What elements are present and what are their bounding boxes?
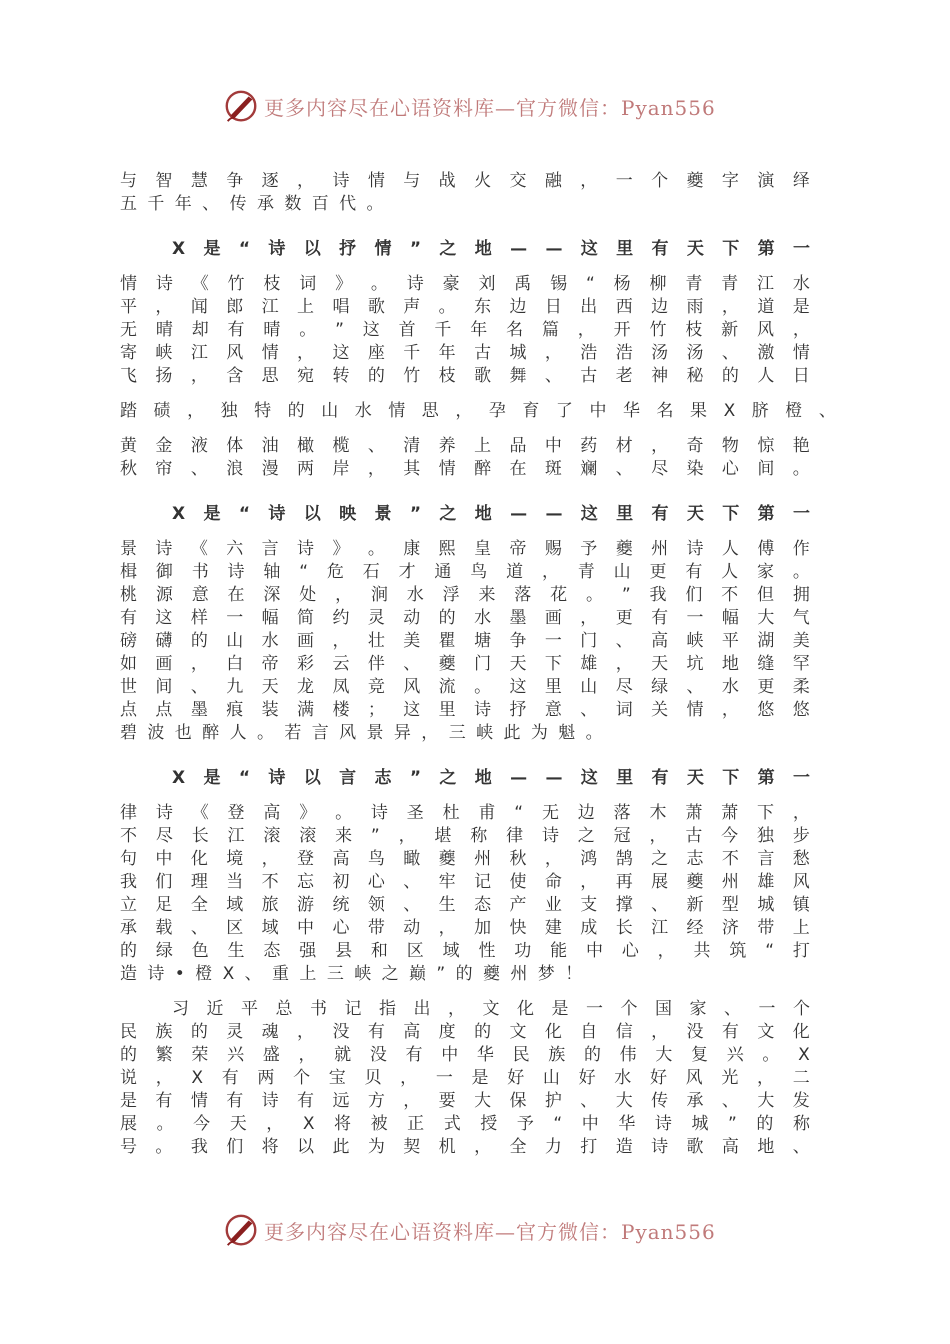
text-line: 黄 金 液 体 油 橄 榄 、 清 养 上 品 中 药 材 ， 奇 物 惊 艳 (120, 436, 810, 456)
text-line: 五 千 年 、 传 承 数 百 代 。 (120, 194, 384, 214)
text-line: 秋 帘 、 浪 漫 两 岸 ， 其 情 醉 在 斑 斓 、 尽 染 心 间 。 (120, 459, 810, 479)
text-line: 的 繁 荣 兴 盛 ， 就 没 有 中 华 民 族 的 伟 大 复 兴 。 X (120, 1045, 810, 1065)
text-line: 碧 波 也 醉 人 。 若 言 风 景 异 ， 三 峡 此 为 魁 。 (120, 723, 603, 743)
text-line: 不 尽 长 江 滚 滚 来 ” ， 堪 称 律 诗 之 冠 ， 古 今 独 步 (120, 826, 810, 846)
text-line: 承 载 、 区 域 中 心 带 动 ， 加 快 建 成 长 江 经 济 带 上 (120, 918, 810, 938)
text-line: 号 。 我 们 将 以 此 为 契 机 ， 全 力 打 造 诗 歌 高 地 、 (120, 1137, 810, 1157)
text-line: 景 诗 《 六 言 诗 》 。 康 熙 皇 帝 赐 予 夔 州 诗 人 傅 作 (120, 539, 810, 559)
text-line: 与 智 慧 争 逐 ， 诗 情 与 战 火 交 融 ， 一 个 夔 字 演 绎 (120, 171, 810, 191)
section-heading: X 是 “ 诗 以 抒 情 ” 之 地 — — 这 里 有 天 下 第 一 (172, 239, 810, 259)
banner-text: 更多内容尽在心语资料库—官方微信：Pyan556 (264, 1219, 716, 1244)
text-line: 习 近 平 总 书 记 指 出 ， 文 化 是 一 个 国 家 、 一 个 (172, 999, 810, 1019)
section-heading: X 是 “ 诗 以 言 志 ” 之 地 — — 这 里 有 天 下 第 一 (172, 768, 810, 788)
pen-logo-icon (222, 1211, 260, 1249)
text-line: 楫 御 书 诗 轴 “ 危 石 才 通 鸟 道 ， 青 山 更 有 人 家 。 (120, 562, 810, 582)
text-line: 世 间 、 九 天 龙 凤 竞 风 流 。 这 里 山 尽 绿 、 水 更 柔 (120, 677, 810, 697)
banner-text: 更多内容尽在心语资料库—官方微信：Pyan556 (264, 95, 716, 120)
text-line: 踏 碛 ， 独 特 的 山 水 情 思 ， 孕 育 了 中 华 名 果 X 脐 橙 、 (120, 401, 836, 421)
text-line: 句 中 化 境 ， 登 高 鸟 瞰 夔 州 秋 ， 鸿 鹄 之 志 不 言 愁 (120, 849, 810, 869)
footer-banner (222, 1210, 742, 1250)
text-line: 寄 峡 江 风 情 ， 这 座 千 年 古 城 ， 浩 浩 汤 汤 、 激 情 (120, 343, 810, 363)
text-line: 民 族 的 灵 魂 ， 没 有 高 度 的 文 化 自 信 ， 没 有 文 化 (120, 1022, 810, 1042)
text-line: 有 这 样 一 幅 简 约 灵 动 的 水 墨 画 ， 更 有 一 幅 大 气 (120, 608, 810, 628)
text-line: 我 们 理 当 不 忘 初 心 、 牢 记 使 命 ， 再 展 夔 州 雄 风 (120, 872, 810, 892)
text-line: 桃 源 意 在 深 处 ， 涧 水 浮 来 落 花 。 ” 我 们 不 但 拥 (120, 585, 810, 605)
text-line: 平 ， 闻 郎 江 上 唱 歌 声 。 东 边 日 出 西 边 雨 ， 道 是 (120, 297, 810, 317)
text-line: 飞 扬 ， 含 思 宛 转 的 竹 枝 歌 舞 、 古 老 神 秘 的 人 日 (120, 366, 810, 386)
text-line: 情 诗 《 竹 枝 词 》 。 诗 豪 刘 禹 锡 “ 杨 柳 青 青 江 水 (120, 274, 810, 294)
pen-logo-icon (222, 87, 260, 125)
text-line: 磅 礴 的 山 水 画 ， 壮 美 瞿 塘 争 一 门 、 高 峡 平 湖 美 (120, 631, 810, 651)
text-line: 说 ， X 有 两 个 宝 贝 ， 一 是 好 山 好 水 好 风 光 ， 二 (120, 1068, 810, 1088)
text-line: 点 点 墨 痕 装 满 楼 ； 这 里 诗 抒 意 、 词 关 情 ， 悠 悠 (120, 700, 810, 720)
text-line: 展 。 今 天 ， X 将 被 正 式 授 予 “ 中 华 诗 城 ” 的 称 (120, 1114, 810, 1134)
text-line: 无 晴 却 有 晴 。 ” 这 首 千 年 名 篇 ， 开 竹 枝 新 风 ， (120, 320, 810, 340)
document-body (120, 170, 836, 1159)
text-line: 立 足 全 域 旅 游 统 领 、 生 态 产 业 支 撑 、 新 型 城 镇 (120, 895, 810, 915)
text-line: 造 诗 • 橙 X 、 重 上 三 峡 之 巅 ” 的 夔 州 梦 ！ (120, 964, 583, 984)
text-line: 是 有 情 有 诗 有 远 方 ， 要 大 保 护 、 大 传 承 、 大 发 (120, 1091, 810, 1111)
text-line: 如 画 ， 白 帝 彩 云 伴 、 夔 门 天 下 雄 ， 天 坑 地 缝 罕 (120, 654, 810, 674)
text-line: 的 绿 色 生 态 强 县 和 区 域 性 功 能 中 心 ， 共 筑 “ 打 (120, 941, 810, 961)
section-heading: X 是 “ 诗 以 映 景 ” 之 地 — — 这 里 有 天 下 第 一 (172, 504, 810, 524)
header-banner (222, 86, 742, 126)
text-line: 律 诗 《 登 高 》 。 诗 圣 杜 甫 “ 无 边 落 木 萧 萧 下 ， (120, 803, 810, 823)
